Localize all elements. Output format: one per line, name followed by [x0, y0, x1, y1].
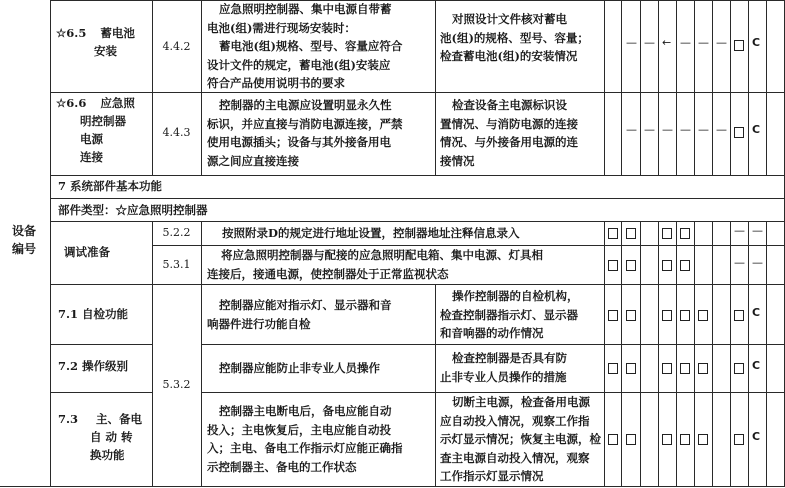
- item-6-6-number: ☆6.6: [56, 96, 87, 110]
- item-6-5-title-a: 蓄电池: [100, 26, 135, 40]
- item-7-3-requirement: 控制器主电断电后，备电应能自动 投入；主电恢复后，主电应能自动投 入；主电、备电工作指示灯应能正确指 示控制器主、备电的工作状态: [207, 404, 403, 474]
- prep-2-checkbox-3[interactable]: [662, 260, 672, 271]
- prep-label: 调试准备: [64, 245, 110, 259]
- item-7-3-label: 7.3 主、备电 自 动 转 换功能: [58, 412, 143, 462]
- item-6-5-code: 4.4.2: [162, 40, 191, 53]
- item-7-1-checkbox-4[interactable]: [680, 310, 690, 321]
- prep-code-1: 5.2.2: [162, 226, 191, 239]
- item-7-1-checkbox-1[interactable]: [608, 310, 618, 321]
- item-6-6-category: C: [752, 123, 761, 136]
- item-7-2-checkbox-6[interactable]: [734, 363, 744, 374]
- item-7-1-requirement: 控制器应能对指示灯、显示器和音 响器件进行功能自检: [207, 298, 392, 331]
- item-6-5-mark-3: ←: [662, 36, 672, 49]
- prep-1-checkbox-4[interactable]: [680, 228, 690, 239]
- item-7-3-number: 7.3: [58, 412, 79, 426]
- prep-1-dash-1: —: [734, 224, 745, 237]
- item-7-1-checkbox-6[interactable]: [734, 310, 744, 321]
- code-5-3-2: 5.3.2: [162, 378, 191, 391]
- prep-2-dash-2: —: [752, 256, 763, 269]
- item-6-6-requirement: 控制器的主电源应设置明显永久性 标识，并应直接与消防电源连接，严禁 使用电源插头；设备与其外接备用电 源之间应直接连接: [207, 98, 403, 168]
- item-7-1-checkbox-3[interactable]: [662, 310, 672, 321]
- item-7-2-checkbox-3[interactable]: [662, 363, 672, 374]
- item-7-1-label: 7.1 自检功能: [58, 307, 129, 321]
- item-6-5-category: C: [752, 36, 761, 49]
- prep-1-checkbox-2[interactable]: [626, 228, 636, 239]
- item-6-6-label: ☆6.6 应急照 明控制器 电源 连接: [56, 96, 135, 164]
- item-6-5-mark-6: —: [716, 36, 727, 49]
- item-7-1-checkbox-5[interactable]: [698, 310, 708, 321]
- item-7-3-checkbox-4[interactable]: [680, 434, 690, 445]
- item-7-2-checkbox-2[interactable]: [626, 363, 636, 374]
- prep-requirement-2: 将应急照明控制器与配接的应急照明配电箱、集中电源、灯具相 连接后，接通电源，使控制器处于正常监视状态: [207, 248, 543, 281]
- item-6-6-mark-6: —: [716, 123, 727, 136]
- section-heading-7: 7 系统部件基本功能: [58, 179, 163, 193]
- part-type-label: 部件类型：☆应急照明控制器: [58, 203, 208, 217]
- prep-1-checkbox-3[interactable]: [662, 228, 672, 239]
- item-6-6-mark-5: —: [698, 123, 709, 136]
- prep-requirement-1: 按照附录D的规定进行地址设置，控制器地址注释信息录入: [222, 226, 520, 240]
- item-7-2-category: C: [752, 359, 761, 372]
- item-7-3-checkbox-6[interactable]: [734, 434, 744, 445]
- item-6-6-code: 4.4.3: [162, 126, 191, 139]
- item-7-1-check-method: 操作控制器的自检机构， 检查控制器指示灯、显示器 和音响器的动作情况: [440, 289, 579, 340]
- item-6-5-mark-5: —: [698, 36, 709, 49]
- prep-2-checkbox-2[interactable]: [626, 260, 636, 271]
- item-7-3-checkbox-3[interactable]: [662, 434, 672, 445]
- item-7-1-checkbox-2[interactable]: [626, 310, 636, 321]
- item-6-5-check-method: 对照设计文件核对蓄电 池(组)的规格、型号、容量； 检查蓄电池(组)的安装情况: [440, 12, 589, 63]
- item-6-5-mark-1: —: [626, 36, 637, 49]
- item-7-3-checkbox-5[interactable]: [698, 434, 708, 445]
- prep-2-dash-1: —: [734, 256, 745, 269]
- item-6-6-mark-2: —: [644, 123, 655, 136]
- item-7-3-check-method: 切断主电源，检查备用电源 应自动投入情况，观察工作指 示灯显示情况；恢复主电源，检 查主电源自动投入情况，观察 工作指示灯显示情况: [440, 395, 601, 483]
- item-7-2-label: 7.2 操作级别: [58, 359, 129, 373]
- item-7-3-category: C: [752, 430, 761, 443]
- prep-1-checkbox-1[interactable]: [608, 228, 618, 239]
- item-6-6-mark-1: —: [626, 123, 637, 136]
- item-6-6-mark-4: —: [680, 123, 691, 136]
- item-6-5-number: ☆6.5: [56, 26, 87, 40]
- item-7-2-check-method: 检查控制器是否具有防 止非专业人员操作的措施: [440, 351, 567, 384]
- item-7-1-category: C: [752, 306, 761, 319]
- prep-code-2: 5.3.1: [162, 258, 191, 271]
- prep-2-checkbox-1[interactable]: [608, 260, 618, 271]
- item-6-6-check-method: 检查设备主电源标识设 置情况、与消防电源的连接 情况、与外接备用电源的连 接情况: [440, 98, 578, 168]
- item-7-3-checkbox-2[interactable]: [626, 434, 636, 445]
- item-7-2-checkbox-5[interactable]: [698, 363, 708, 374]
- item-7-3-checkbox-1[interactable]: [608, 434, 618, 445]
- item-6-5-label: [56, 24, 150, 60]
- prep-2-checkbox-4[interactable]: [680, 260, 690, 271]
- item-7-2-checkbox-4[interactable]: [680, 363, 690, 374]
- item-6-6-mark-3: —: [662, 123, 673, 136]
- item-7-2-requirement: 控制器应能防止非专业人员操作: [219, 361, 380, 375]
- item-6-5-checkbox[interactable]: [734, 40, 744, 51]
- item-6-5-requirement: 应急照明控制器、集中电源自带蓄 电池(组)需进行现场安装时： 蓄电池(组)规格、型号、容量应符合 设计文件的规定，蓄电池(组)安装应 符合产品使用说明书的要求: [207, 2, 403, 90]
- item-7-2-checkbox-1[interactable]: [608, 363, 618, 374]
- item-6-5-mark-4: —: [680, 36, 691, 49]
- prep-1-dash-2: —: [752, 224, 763, 237]
- item-6-5-title-b: 安装: [94, 44, 117, 58]
- item-6-5-mark-2: —: [644, 36, 655, 49]
- side-label-device-number: 设备 编号: [12, 224, 37, 256]
- item-6-6-checkbox[interactable]: [734, 127, 744, 138]
